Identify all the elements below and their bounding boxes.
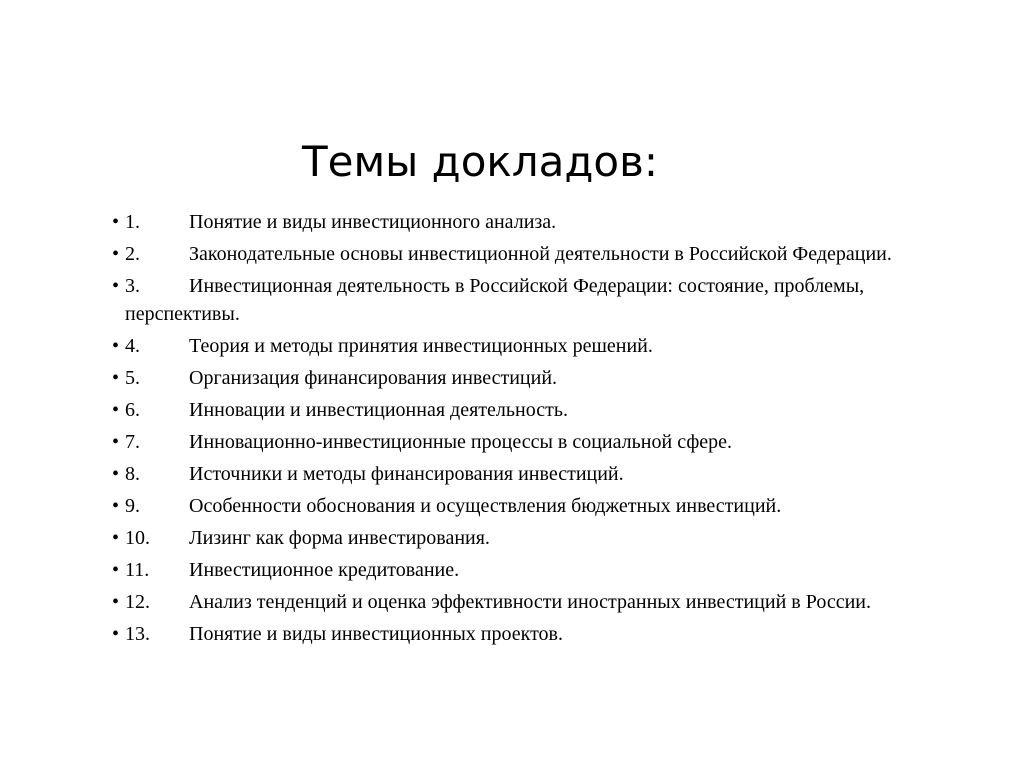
bullet-icon: • [112, 623, 120, 645]
item-number: 8. [125, 463, 140, 485]
item-number: 4. [125, 335, 140, 357]
bullet-icon: • [112, 211, 120, 233]
list-item [112, 492, 892, 520]
list-item [112, 428, 892, 456]
item-text: Законодательные основы инвестиционной деятельности в Российской Федерации. [189, 243, 892, 265]
bullet-icon: • [112, 527, 120, 549]
item-text: Инвестиционная деятельность в Российской Федерации: состояние, проблемы, перспективы. [125, 275, 865, 325]
bullet-icon: • [112, 367, 120, 389]
item-text: Инновации и инвестиционная деятельность. [189, 399, 568, 421]
item-text: Анализ тенденций и оценка эффективности иностранных инвестиций в России. [189, 591, 872, 613]
bullet-icon: • [112, 463, 120, 485]
slide-title: Темы докладов: [301, 137, 658, 186]
bullet-icon: • [112, 399, 120, 421]
item-text: Особенности обоснования и осуществления бюджетных инвестиций. [189, 495, 782, 517]
bullet-icon: • [112, 275, 120, 297]
list-item [112, 620, 892, 648]
item-number: 7. [125, 431, 140, 453]
item-number: 5. [125, 367, 140, 389]
bullet-icon: • [112, 559, 120, 581]
list-item [112, 524, 892, 552]
bullet-icon: • [112, 591, 120, 613]
item-text: Источники и методы финансирования инвестиций. [189, 463, 624, 485]
item-number: 1. [125, 211, 140, 233]
item-text: Инновационно-инвестиционные процессы в социальной сфере. [189, 431, 733, 453]
item-text: Понятие и виды инвестиционных проектов. [189, 623, 564, 645]
item-number: 12. [125, 591, 150, 613]
item-number: 2. [125, 243, 140, 265]
topics-list [112, 208, 892, 652]
list-item [112, 460, 892, 488]
item-number: 6. [125, 399, 140, 421]
list-item [112, 364, 892, 392]
list-item [112, 208, 892, 236]
item-number: 11. [125, 559, 150, 581]
item-text: Понятие и виды инвестиционного анализа. [189, 211, 557, 233]
item-number: 3. [125, 275, 140, 297]
item-text: Инвестиционное кредитование. [189, 559, 460, 581]
list-item [112, 240, 892, 268]
list-item [112, 332, 892, 360]
item-text: Организация финансирования инвестиций. [189, 367, 558, 389]
item-text: Теория и методы принятия инвестиционных решений. [189, 335, 653, 357]
item-number: 9. [125, 495, 140, 517]
bullet-icon: • [112, 335, 120, 357]
item-text: Лизинг как форма инвестирования. [189, 527, 490, 549]
bullet-icon: • [112, 243, 120, 265]
list-item [112, 396, 892, 424]
list-item [112, 556, 892, 584]
list-item [112, 272, 892, 328]
item-number: 13. [125, 623, 150, 645]
list-item [112, 588, 892, 616]
item-number: 10. [125, 527, 150, 549]
bullet-icon: • [112, 431, 120, 453]
bullet-icon: • [112, 495, 120, 517]
